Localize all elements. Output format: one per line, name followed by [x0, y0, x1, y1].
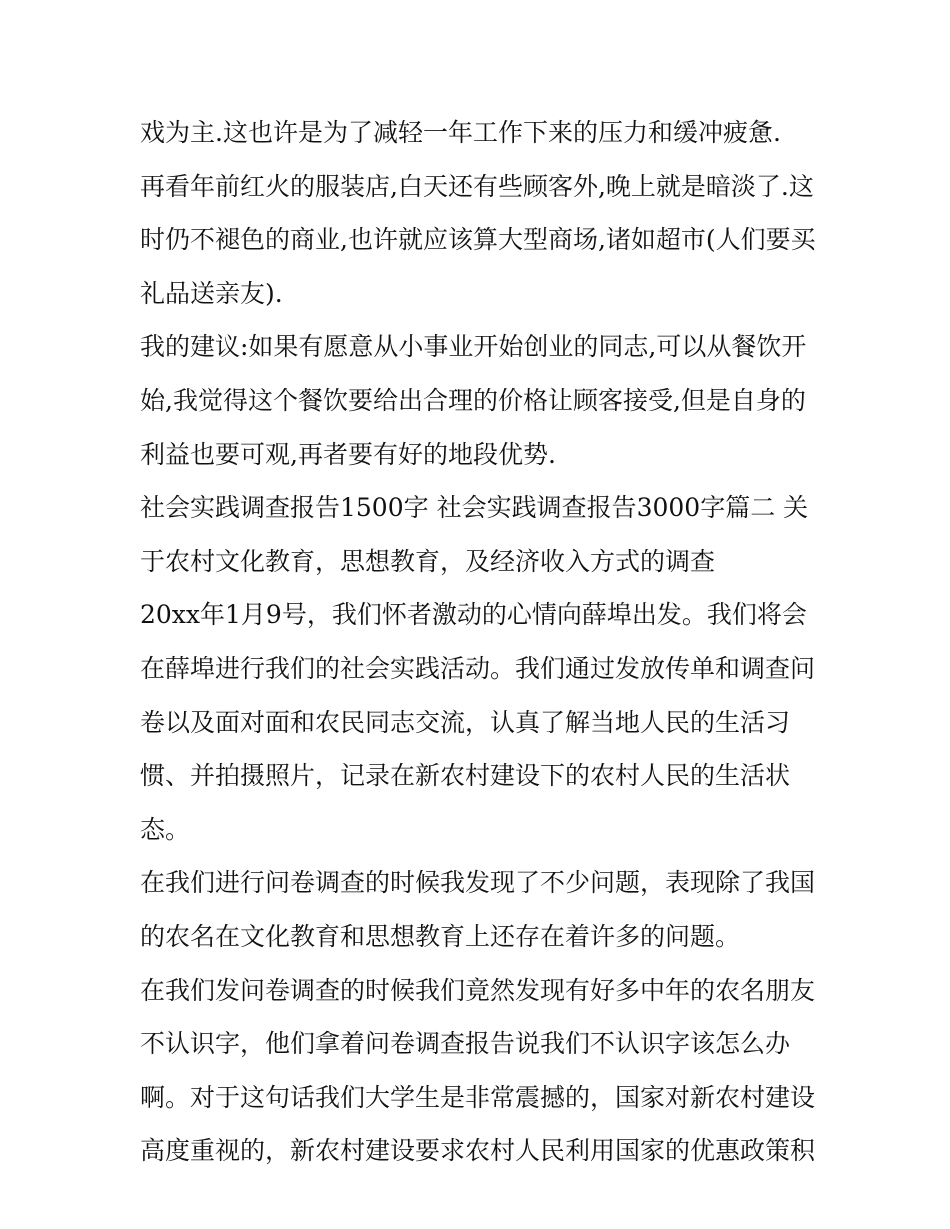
text-line: 惯、并拍摄照片，记录在新农村建设下的农村人民的生活状 [140, 761, 791, 791]
text-line: 在我们进行问卷调查的时候我发现了不少问题，表现除了我国 [140, 868, 816, 898]
text-line: 时仍不褪色的商业,也许就应该算大型商场,诸如超市(人们要买 [140, 225, 816, 255]
text-line: 社会实践调查报告1500字 社会实践调查报告3000字篇二 关 [140, 493, 809, 523]
text-line: 的农名在文化教育和思想教育上还存在着许多的问题。 [140, 921, 741, 951]
text-line: 于农村文化教育，思想教育，及经济收入方式的调查 [140, 546, 716, 576]
text-line: 态。 [140, 814, 191, 844]
text-line: 戏为主.这也许是为了减轻一年工作下来的压力和缓冲疲惫. [140, 118, 781, 147]
text-line: 卷以及面对面和农民同志交流，认真了解当地人民的生活习 [140, 707, 791, 737]
text-line: 我的建议:如果有愿意从小事业开始创业的同志,可以从餐饮开 [140, 332, 807, 362]
text-line: 高度重视的，新农村建设要求农村人民利用国家的优惠政策积 [140, 1136, 816, 1166]
body-text [140, 106, 820, 1178]
text-line: 始,我觉得这个餐饮要给出合理的价格让顾客接受,但是自身的 [140, 385, 806, 415]
text-line: 20xx年1月9号，我们怀者激动的心情向薛埠出发。我们将会 [140, 600, 807, 630]
text-line: 利益也要可观,再者要有好的地段优势. [140, 439, 556, 469]
text-line: 啊。对于这句话我们大学生是非常震撼的，国家对新农村建设 [140, 1082, 816, 1112]
text-line: 在薛埠进行我们的社会实践活动。我们通过发放传单和调查问 [140, 653, 816, 683]
text-line: 不认识字，他们拿着问卷调查报告说我们不认识字该怎么办 [140, 1029, 791, 1059]
text-line: 礼品送亲友). [140, 278, 283, 308]
text-line: 再看年前红火的服装店,白天还有些顾客外,晚上就是暗淡了.这 [140, 171, 814, 201]
text-line: 在我们发问卷调查的时候我们竟然发现有好多中年的农名朋友 [140, 975, 816, 1005]
